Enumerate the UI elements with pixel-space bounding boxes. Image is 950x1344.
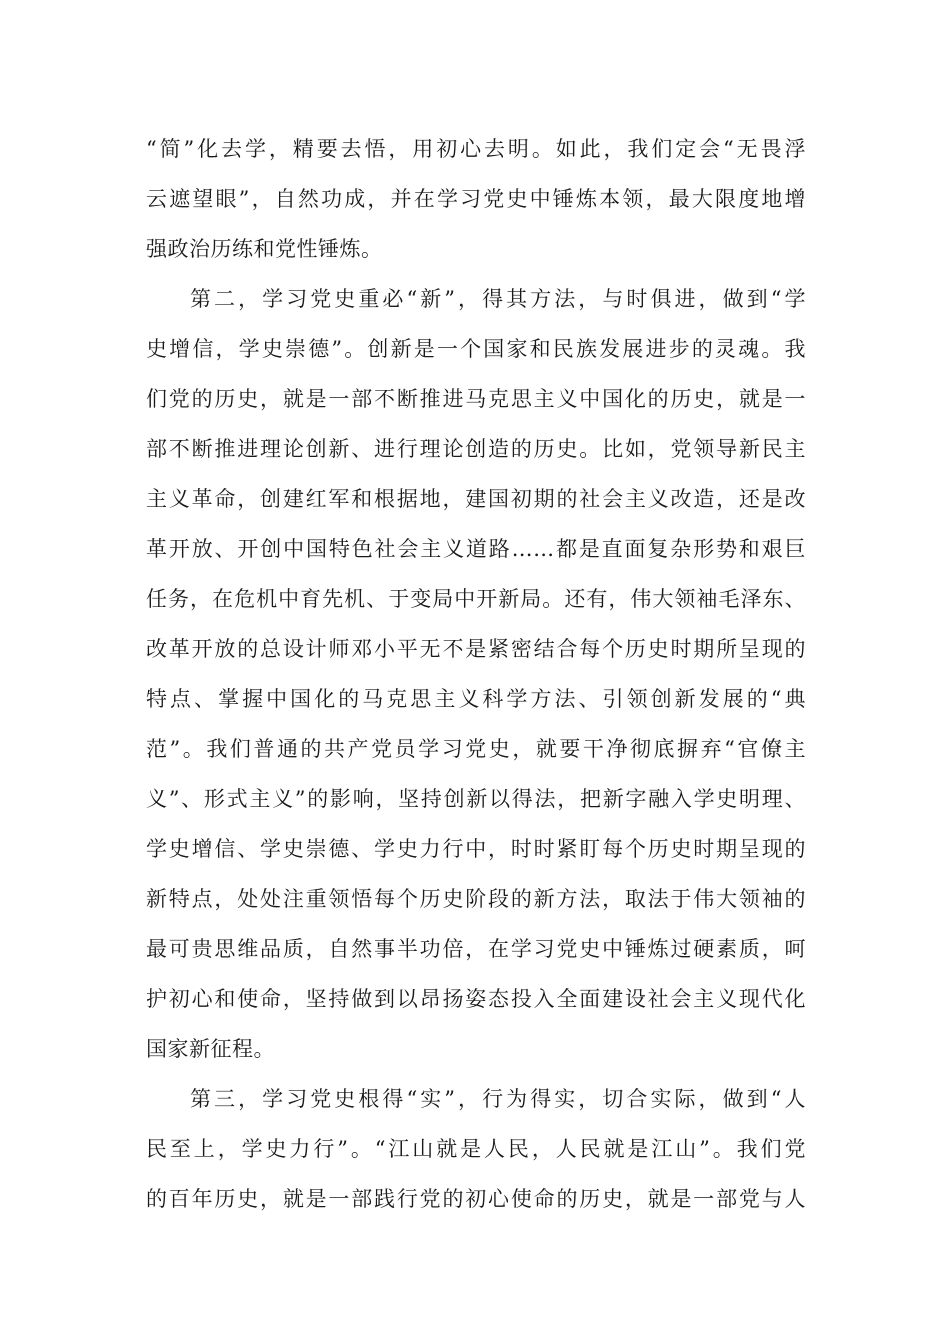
text-line: 新特点，处处注重领悟每个历史阶段的新方法，取法于伟大领袖的 — [146, 887, 806, 911]
text-line: 最可贵思维品质，自然事半功倍，在学习党史中锤炼过硬素质，呵 — [146, 937, 806, 961]
text-line: 革开放、开创中国特色社会主义道路……都是直面复杂形势和艰巨 — [146, 537, 806, 561]
text-line: 任务，在危机中育先机、于变局中开新局。还有，伟大领袖毛泽东、 — [146, 587, 806, 611]
text-line: “简”化去学，精要去悟，用初心去明。如此，我们定会“无畏浮 — [146, 137, 806, 161]
text-line: 史增信，学史崇德”。创新是一个国家和民族发展进步的灵魂。我 — [146, 337, 806, 361]
text-line: 特点、掌握中国化的马克思主义科学方法、引领创新发展的“典 — [146, 687, 806, 711]
text-line: 第二，学习党史重必“新”，得其方法，与时俱进，做到“学 — [190, 287, 806, 311]
text-line: 学史增信、学史崇德、学史力行中，时时紧盯每个历史时期呈现的 — [146, 837, 806, 861]
text-line: 改革开放的总设计师邓小平无不是紧密结合每个历史时期所呈现的 — [146, 637, 806, 661]
text-line: 民至上，学史力行”。“江山就是人民，人民就是江山”。我们党 — [146, 1137, 806, 1161]
text-line: 部不断推进理论创新、进行理论创造的历史。比如，党领导新民主 — [146, 437, 806, 461]
text-line: 强政治历练和党性锤炼。 — [146, 237, 383, 261]
text-line: 主义革命，创建红军和根据地，建国初期的社会主义改造，还是改 — [146, 487, 806, 511]
text-line: 义”、形式主义”的影响，坚持创新以得法，把新字融入学史明理、 — [146, 787, 806, 811]
text-line: 国家新征程。 — [146, 1037, 275, 1061]
text-line: 云遮望眼”，自然功成，并在学习党史中锤炼本领，最大限度地增 — [146, 187, 806, 211]
text-line: 第三，学习党史根得“实”，行为得实，切合实际，做到“人 — [190, 1087, 806, 1111]
text-line: 范”。我们普通的共产党员学习党史，就要干净彻底摒弃“官僚主 — [146, 737, 806, 761]
text-line: 护初心和使命，坚持做到以昂扬姿态投入全面建设社会主义现代化 — [146, 987, 806, 1011]
text-line: 的百年历史，就是一部践行党的初心使命的历史，就是一部党与人 — [146, 1187, 806, 1211]
text-line: 们党的历史，就是一部不断推进马克思主义中国化的历史，就是一 — [146, 387, 806, 411]
